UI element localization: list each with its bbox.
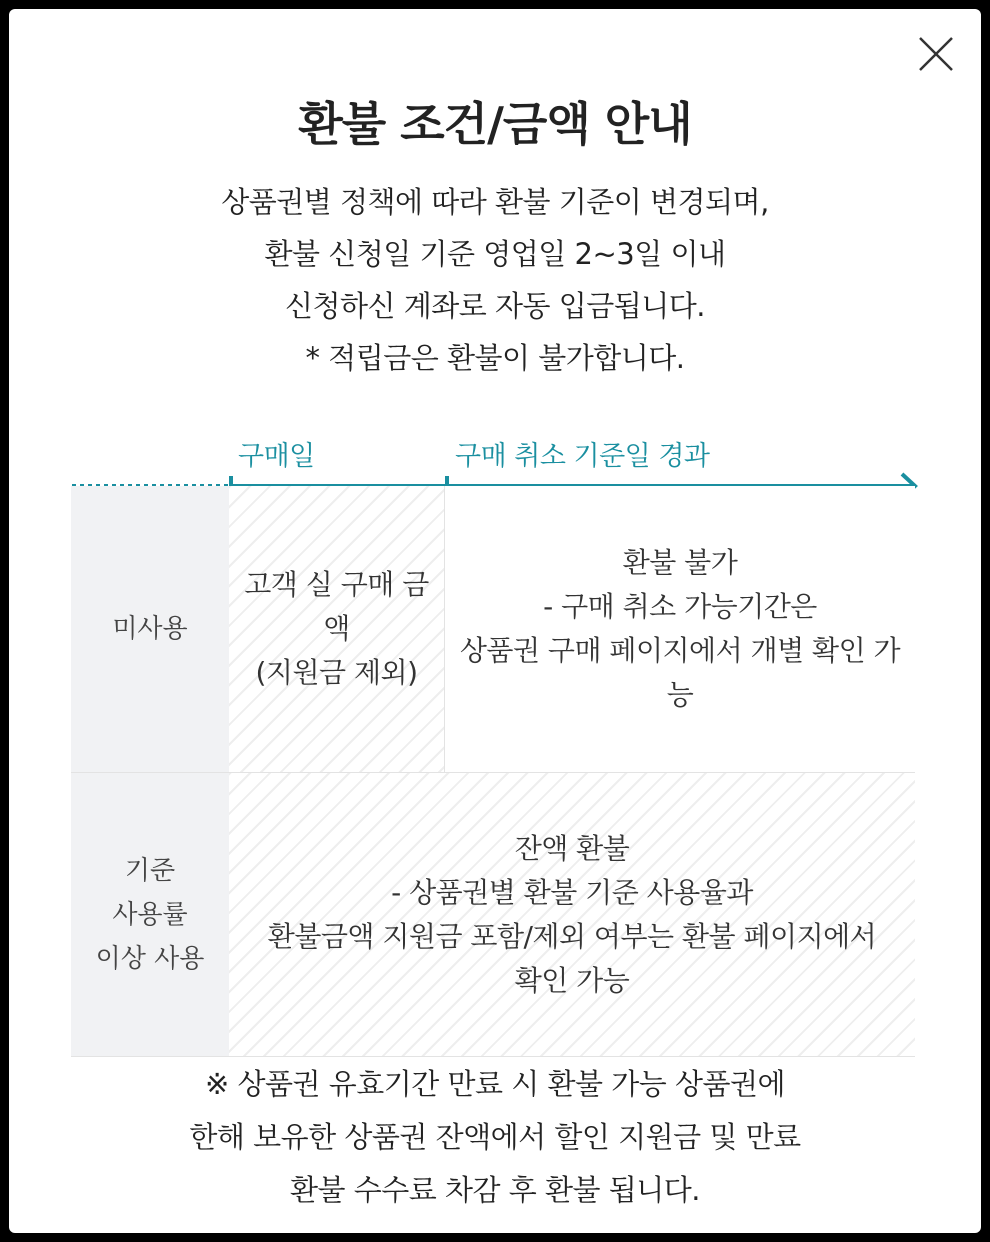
refund-amount-cell [229, 486, 444, 772]
timeline-purchase-label: 구매일 [238, 441, 315, 472]
timeline-after-label: 구매 취소 기준일 경과 [455, 441, 710, 472]
row-header-usage [71, 773, 229, 1056]
table-divider [71, 772, 915, 773]
description-line: * 적립금은 환불이 불가합니다. [305, 341, 685, 375]
row-header-label: 기준 [124, 855, 176, 886]
modal-description [0, 176, 990, 384]
table-divider [444, 486, 445, 772]
cell-line: 확인 가능 [514, 963, 630, 997]
cell-line: 환불 불가 [622, 546, 738, 579]
no-refund-cell [445, 486, 915, 772]
footer-line: 환불 수수료 차감 후 환불 됩니다. [290, 1173, 700, 1207]
footer-line: ※ 상품권 유효기간 만료 시 환불 가능 상품권에 [204, 1067, 786, 1101]
cell-line: 고객 실 구매 금 [244, 568, 429, 601]
cell-line: 환불금액 지원금 포함/제외 여부는 환불 페이지에서 [267, 919, 877, 953]
footer-note [0, 1058, 990, 1217]
footer-line: 한해 보유한 상품권 잔액에서 할인 지원금 및 만료 [189, 1120, 801, 1154]
cell-line: 능 [666, 678, 694, 711]
description-line: 상품권별 정책에 따라 환불 기준이 변경되며, [221, 185, 769, 219]
cell-line: 잔액 환불 [514, 831, 630, 865]
cell-line: - 상품권별 환불 기준 사용율과 [391, 875, 753, 909]
cell-line: 액 [323, 612, 350, 645]
row-header-label: 미사용 [112, 614, 188, 644]
close-icon [908, 26, 960, 78]
row-header-label: 이상 사용 [95, 943, 205, 974]
row-header-label: 사용률 [112, 899, 188, 930]
cell-line: - 구매 취소 가능기간은 [543, 590, 817, 623]
cell-line: 상품권 구매 페이지에서 개별 확인 가 [459, 634, 901, 667]
balance-refund-cell [229, 773, 915, 1056]
description-line: 환불 신청일 기준 영업일 2~3일 이내 [264, 237, 726, 271]
modal-title: 환불 조건/금액 안내 [298, 97, 692, 151]
table-divider [71, 1056, 915, 1057]
row-header-unused [71, 486, 229, 772]
cell-line: (지원금 제외) [255, 656, 418, 689]
description-line: 신청하신 계좌로 자동 입금됩니다. [284, 289, 706, 323]
close-button[interactable] [908, 26, 960, 78]
